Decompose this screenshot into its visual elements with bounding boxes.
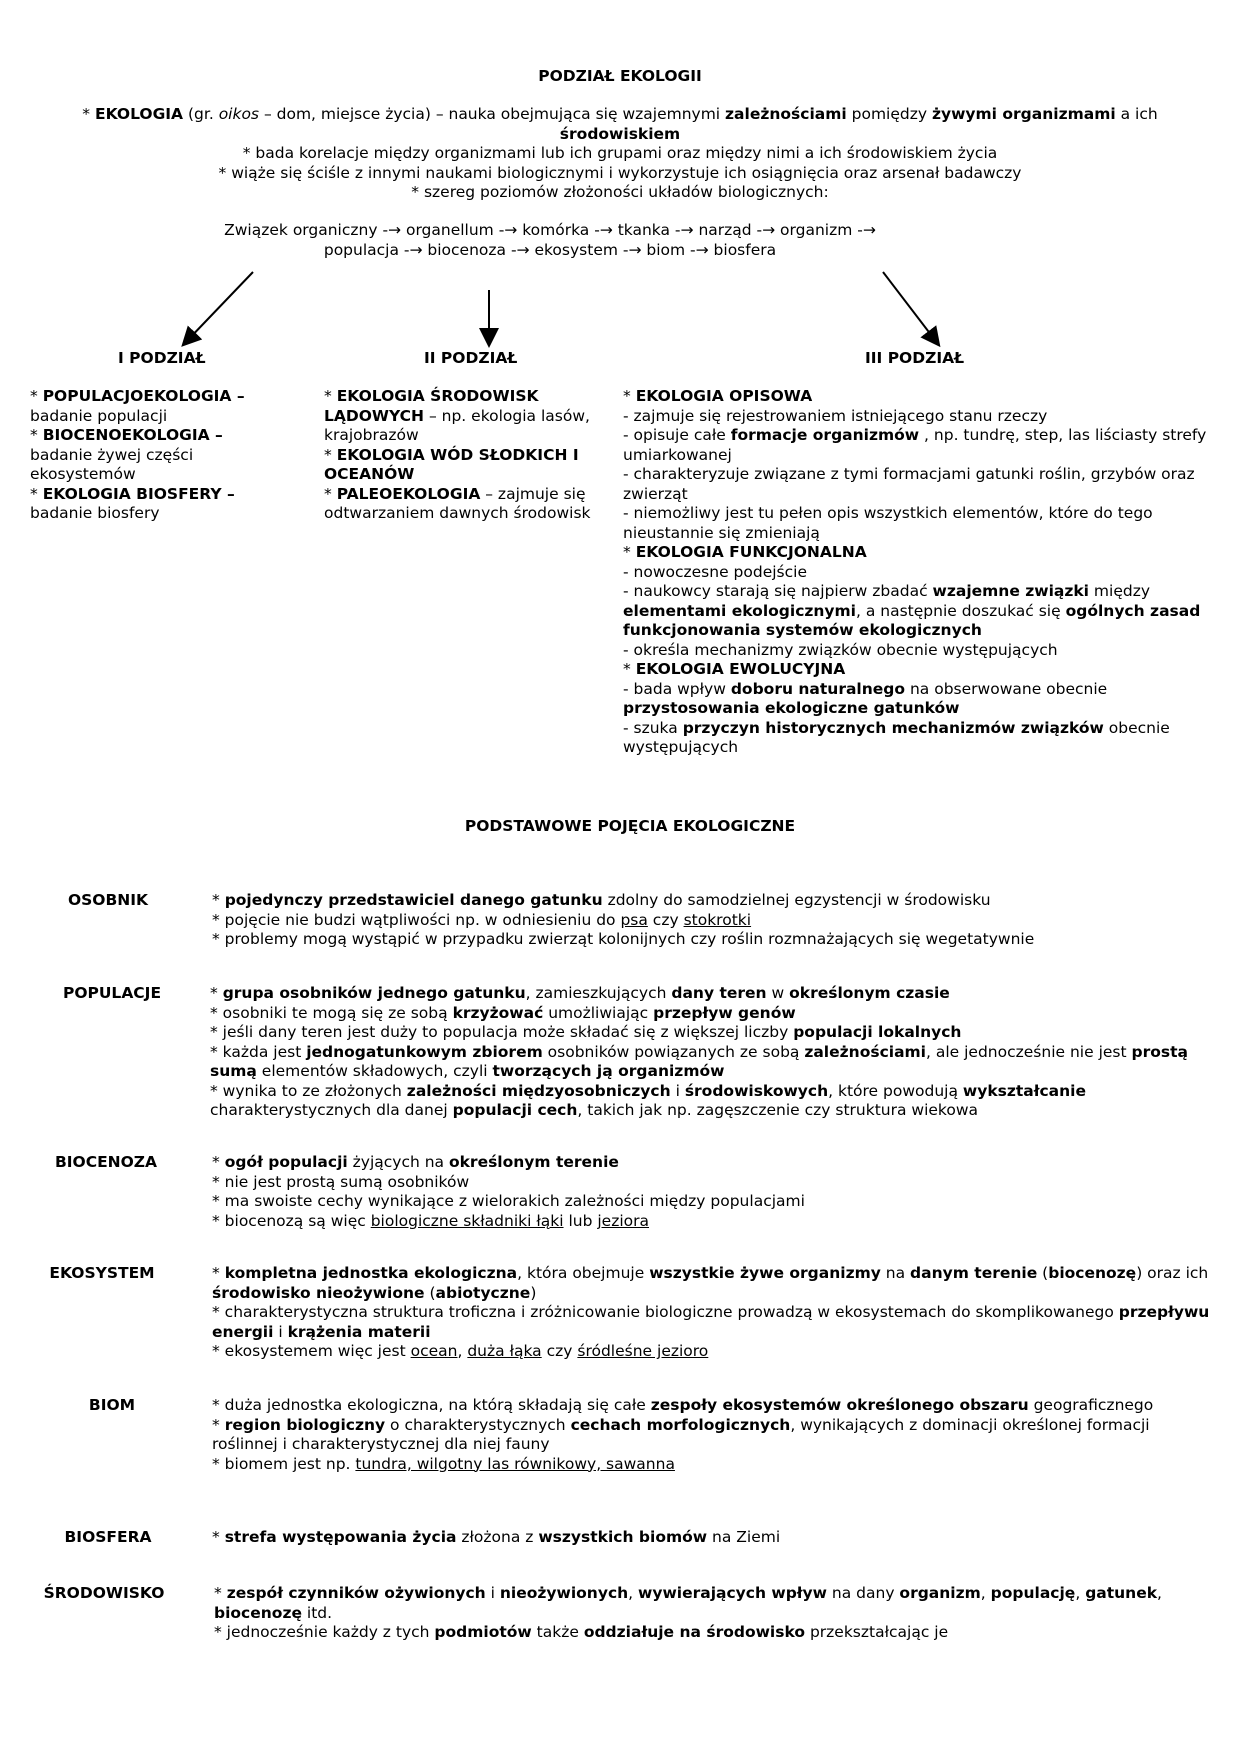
list-item: * EKOLOGIA EWOLUCYJNA [623,660,846,678]
list-item: * ogół populacji żyjących na określonym terenie [212,1153,619,1171]
list-item: * problemy mogą wystąpić w przypadku zwierząt kolonijnych czy roślin rozmnażających się wegetatywnie [212,930,1035,948]
concepts-title: PODSTAWOWE POJĘCIA EKOLOGICZNE [464,817,796,835]
intro-line-1: * EKOLOGIA (gr. oikos – dom, miejsce życia) – nauka obejmująca się wzajemnymi zależnościami pomiędzy żywymi organizmami a ich [82,105,1158,123]
concept-term: BIOCENOZA [54,1153,158,1171]
list-item: * ma swoiste cechy wynikające z wielorakich zależności między populacjami [212,1192,805,1210]
list-item: * POPULACJOEKOLOGIA – badanie populacji [30,387,245,425]
division-3-heading: III PODZIAŁ [865,349,965,367]
list-item: - szuka przyczyn historycznych mechanizmów związków obecnie występujących [623,718,1170,756]
list-item: * kompletna jednostka ekologiczna, która obejmuje wszystkie żywe organizmy na danym terenie (biocenozę) oraz ich środowisko nieożywione (abiotyczne) [212,1264,1209,1302]
list-item: * osobniki te mogą się ze sobą krzyżować umożliwiając przepływ genów [210,1003,796,1022]
list-item: * BIOCENOEKOLOGIA – badanie żywej części ekosystemów [30,426,223,483]
concept-term: ŚRODOWISKO [43,1584,165,1602]
list-item: * biocenozą są więc biologiczne składniki łąki lub jeziora [212,1211,649,1230]
intro-line-4: * szereg poziomów złożoności układów biologicznych: [411,183,829,201]
concept-definition [212,1528,1240,1548]
chain-line-1: Związek organiczny -→ organellum -→ komórka -→ tkanka -→ narząd -→ organizm -→ [224,221,876,239]
list-item: - określa mechanizmy związków obecnie występujących [623,640,1058,659]
list-item: * grupa osobników jednego gatunku, zamieszkujących dany teren w określonym czasie [210,984,950,1002]
intro-line-3: * wiąże się ściśle z innymi naukami biologicznymi i wykorzystuje ich osiągnięcia oraz arsenał badawczy [218,163,1022,182]
list-item: - niemożliwy jest tu pełen opis wszystkich elementów, które do tego nieustannie się zmieniają [623,504,1153,542]
list-item: * każda jest jednogatunkowym zbiorem osobników powiązanych ze sobą zależnościami, ale jednocześnie nie jest prostą sumą elementów składowych, czyli tworzących ją organizmów [210,1042,1188,1080]
list-item: * duża jednostka ekologiczna, na którą składają się całe zespoły ekosystemów określonego obszaru geograficznego [212,1396,1154,1414]
concept-definition [212,891,1240,950]
list-item: - naukowcy starają się najpierw zbadać wzajemne związki między elementami ekologicznymi, a następnie doszukać się ogólnych zasad funkcjonowania systemów ekologicznych [623,582,1201,639]
list-item: * pojęcie nie budzi wątpliwości np. w odniesieniu do psa czy stokrotki [212,910,752,929]
division-2-list [324,387,619,524]
chain-line-2: populacja -→ biocenoza -→ ekosystem -→ biom -→ biosfera [323,240,777,259]
list-item: * EKOLOGIA ŚRODOWISK LĄDOWYCH – np. ekologia lasów, krajobrazów [324,387,590,444]
division-arrows [0,0,1240,360]
division-2-heading: II PODZIAŁ [424,349,518,367]
list-item: * EKOLOGIA BIOSFERY – badanie biosfery [30,484,235,522]
list-item: - bada wpływ doboru naturalnego na obserwowane obecnie przystosowania ekologiczne gatunków [623,679,1108,717]
list-item: - zajmuje się rejestrowaniem istniejącego stanu rzeczy [623,406,1048,425]
concept-definition [210,984,1210,1121]
list-item: * EKOLOGIA FUNKCJONALNA [623,543,867,561]
division-1-list [30,387,270,524]
concept-term: POPULACJE [62,984,162,1002]
concept-term: OSOBNIK [67,891,149,909]
list-item: * PALEOEKOLOGIA – zajmuje się odtwarzaniem dawnych środowisk [324,484,591,522]
division-3-list [623,387,1213,758]
concept-term: BIOSFERA [64,1528,152,1546]
list-item: * pojedynczy przedstawiciel danego gatunku zdolny do samodzielnej egzystencji w środowisku [212,891,991,909]
concept-definition [214,1584,1174,1643]
division-1-heading: I PODZIAŁ [118,349,206,367]
list-item: * charakterystyczna struktura troficzna i zróżnicowanie biologiczne prowadzą w ekosystemach do skomplikowanego przepływu energii i krążenia materii [212,1303,1210,1341]
intro-line-1b: środowiskiem [559,124,681,143]
list-item: * zespół czynników ożywionych i nieożywionych, wywierających wpływ na dany organizm, populację, gatunek, biocenozę itd. [214,1584,1162,1622]
list-item: * jeśli dany teren jest duży to populacja może składać się z większej liczby populacji lokalnych [210,1023,962,1041]
concept-definition [212,1396,1182,1474]
list-item: - charakteryzuje związane z tymi formacjami gatunki roślin, grzybów oraz zwierząt [623,465,1195,503]
list-item: * nie jest prostą sumą osobników [212,1172,470,1191]
concept-term: BIOM [88,1396,136,1414]
list-item: * ekosystemem więc jest ocean, duża łąka czy śródleśne jezioro [212,1342,709,1360]
page-title: PODZIAŁ EKOLOGII [538,67,702,85]
list-item: * region biologiczny o charakterystycznych cechach morfologicznych, wynikających z dominacji określonej formacji roślinnej i charakterystycznej dla niej fauny [212,1415,1150,1453]
list-item: * EKOLOGIA WÓD SŁODKICH I OCEANÓW [324,445,579,483]
arrow-to-division-1 [184,272,253,344]
intro-line-2: * bada korelacje między organizmami lub ich grupami oraz między nimi a ich środowiskiem życia [242,144,998,162]
list-item: - opisuje całe formacje organizmów , np. tundrę, step, las liściasty strefy umiarkowanej [623,426,1207,464]
concept-definition [212,1264,1240,1362]
list-item: * strefa występowania życia złożona z wszystkich biomów na Ziemi [212,1528,781,1546]
arrow-to-division-3 [883,272,938,344]
list-item: * EKOLOGIA OPISOWA [623,387,813,405]
concept-definition [212,1153,1240,1231]
list-item: * jednocześnie każdy z tych podmiotów także oddziałuje na środowisko przekształcając je [214,1623,949,1641]
concept-term: EKOSYSTEM [49,1264,155,1282]
list-item: - nowoczesne podejście [623,562,807,581]
list-item: * wynika to ze złożonych zależności międzyosobniczych i środowiskowych, które powodują wykształcanie charakterystycznych dla danej populacji cech, takich jak np. zagęszczenie czy struktura wiekowa [210,1081,1086,1119]
list-item: * biomem jest np. tundra, wilgotny las równikowy, sawanna [212,1454,675,1473]
